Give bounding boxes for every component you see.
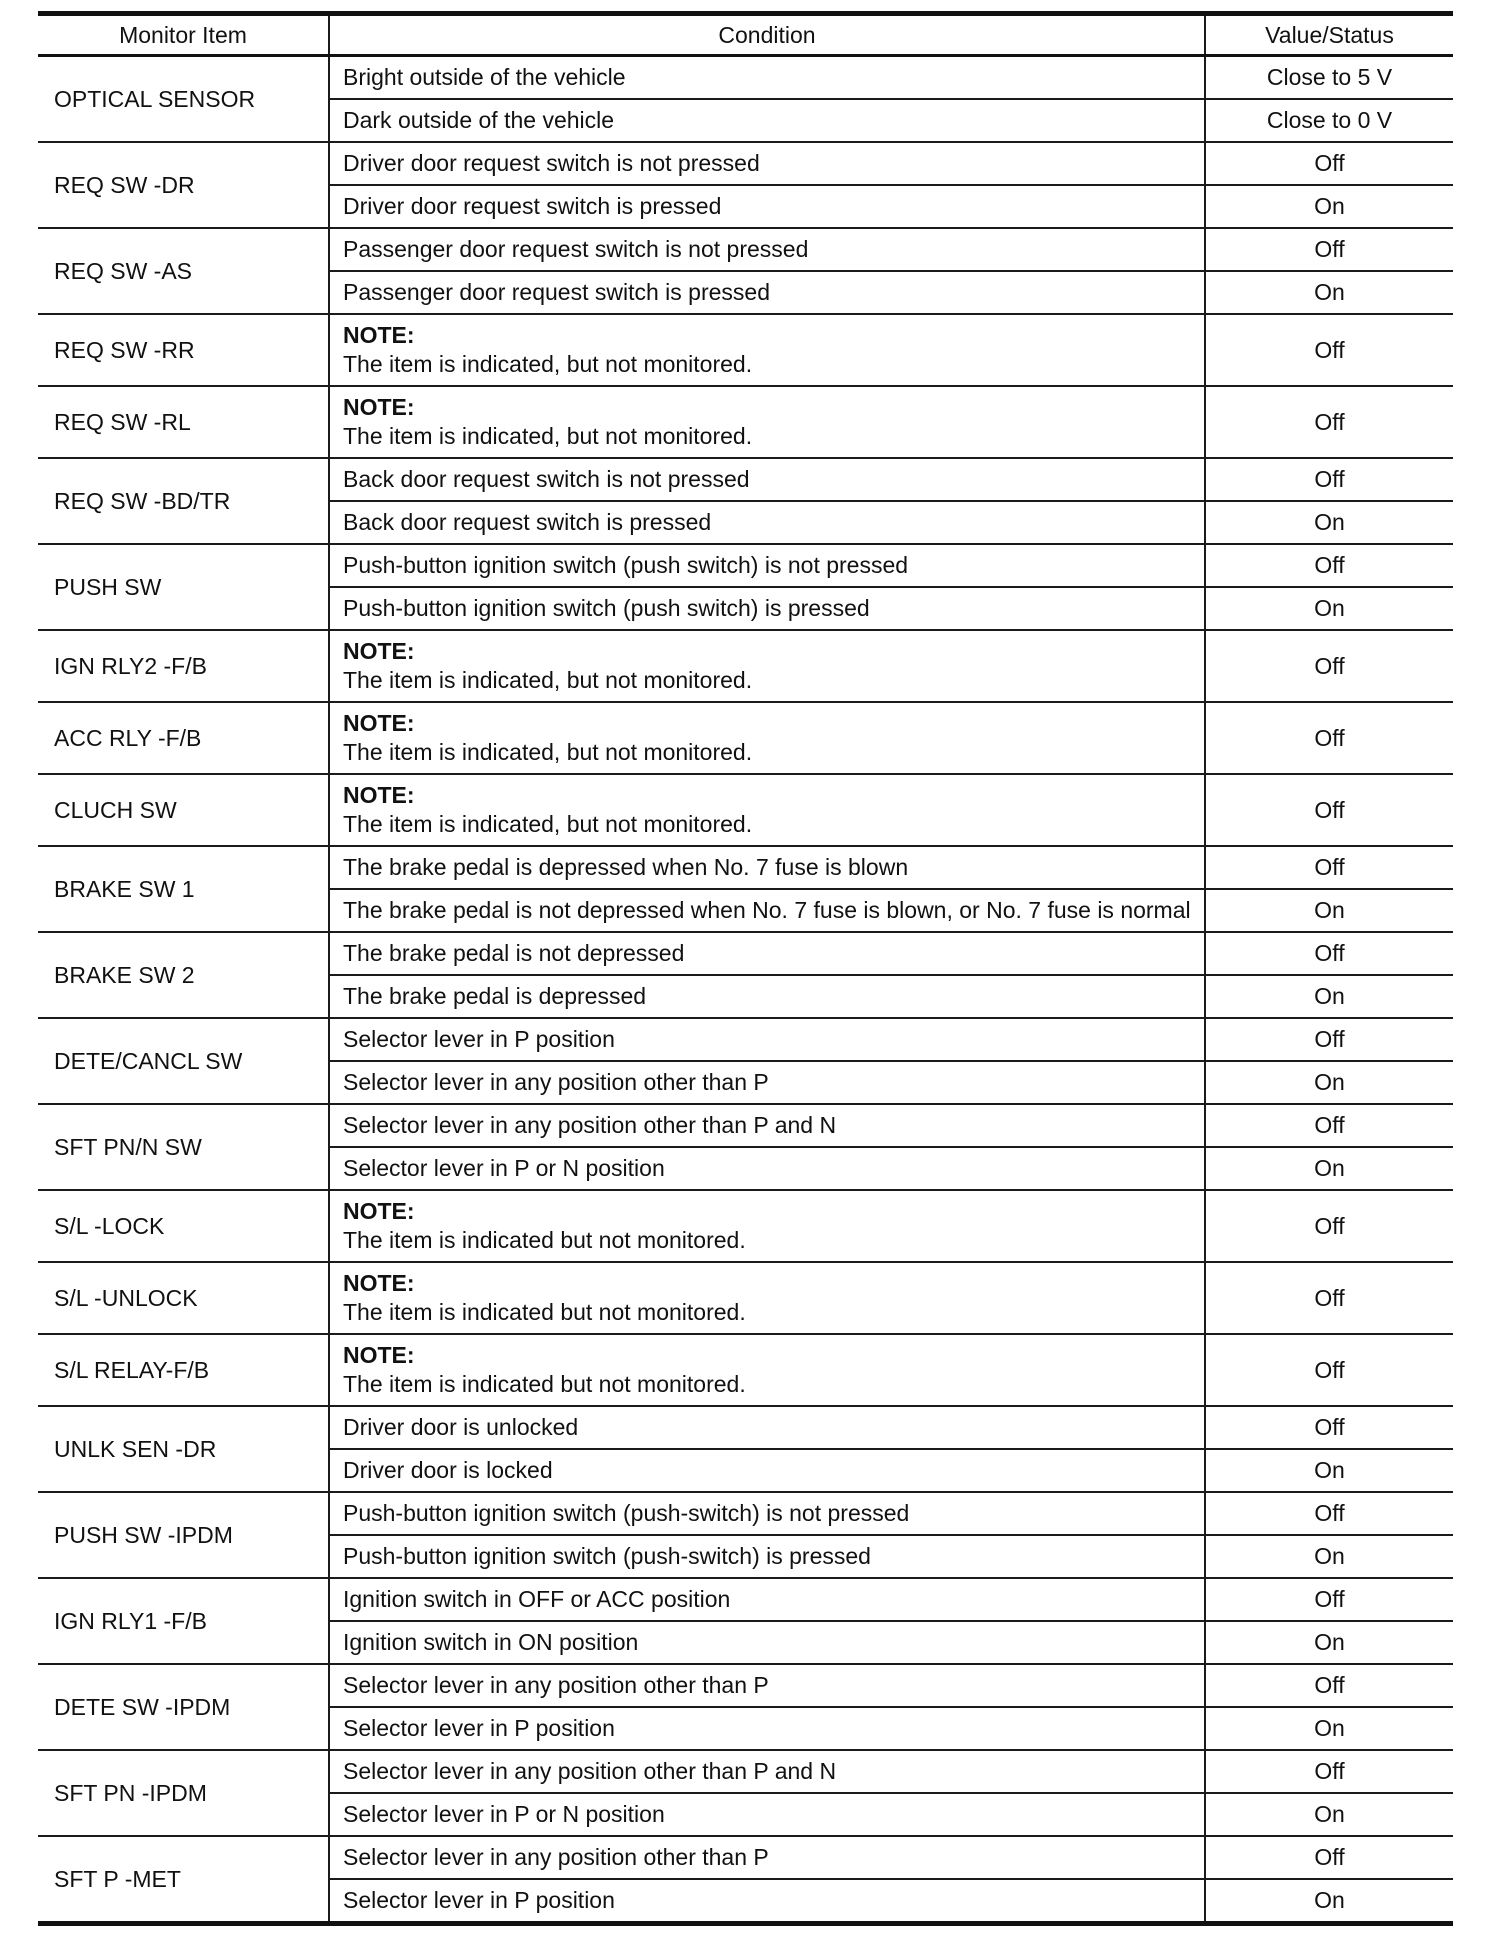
condition-cell: Back door request switch is not pressed [329,458,1205,501]
value-status-cell: On [1205,1793,1453,1836]
condition-cell: The brake pedal is not depressed when No. 7 fuse is blown, or No. 7 fuse is normal [329,889,1205,932]
note-text: The item is indicated, but not monitored. [343,739,753,765]
value-status-cell: Off [1205,846,1453,889]
table-row [38,702,1453,774]
monitor-item-cell: REQ SW -RR [38,314,329,386]
value-status-cell: Off [1205,1018,1453,1061]
monitor-item-cell: IGN RLY1 -F/B [38,1578,329,1664]
condition-cell: Selector lever in P position [329,1879,1205,1924]
value-status-cell: On [1205,501,1453,544]
table-row [38,544,1453,587]
monitor-item-cell: PUSH SW [38,544,329,630]
value-status-cell: On [1205,1707,1453,1750]
monitor-item-cell: ACC RLY -F/B [38,702,329,774]
note-text: The item is indicated, but not monitored. [343,423,753,449]
note-text: The item is indicated, but not monitored. [343,811,753,837]
value-status-cell: On [1205,1147,1453,1190]
table-row [38,1492,1453,1535]
table-row [38,774,1453,846]
note-text: The item is indicated but not monitored. [343,1299,746,1325]
value-status-cell: Off [1205,544,1453,587]
condition-cell: Selector lever in any position other than P [329,1836,1205,1879]
condition-cell: Selector lever in P or N position [329,1793,1205,1836]
table-row [38,1190,1453,1262]
header-value-status: Value/Status [1205,14,1453,56]
table-row [38,228,1453,271]
condition-cell: Dark outside of the vehicle [329,99,1205,142]
note-text: The item is indicated, but not monitored. [343,351,753,377]
value-status-cell: Off [1205,702,1453,774]
note-label: NOTE: [343,710,415,737]
table-header-row [38,14,1453,56]
value-status-cell: Off [1205,1750,1453,1793]
note-condition-cell [329,1262,1205,1334]
value-status-cell: On [1205,889,1453,932]
note-label: NOTE: [343,1270,415,1297]
value-status-cell: On [1205,975,1453,1018]
condition-cell: The brake pedal is depressed [329,975,1205,1018]
note-label: NOTE: [343,322,415,349]
monitor-item-cell: SFT PN/N SW [38,1104,329,1190]
value-status-cell: Close to 0 V [1205,99,1453,142]
monitor-item-cell: S/L RELAY-F/B [38,1334,329,1406]
note-condition-cell [329,386,1205,458]
value-status-cell: On [1205,1621,1453,1664]
value-status-cell: Off [1205,314,1453,386]
condition-cell: Driver door is locked [329,1449,1205,1492]
condition-cell: The brake pedal is not depressed [329,932,1205,975]
note-label: NOTE: [343,782,415,809]
table-row [38,314,1453,386]
condition-cell: Push-button ignition switch (push-switch) is not pressed [329,1492,1205,1535]
table-row [38,1406,1453,1449]
condition-cell: Selector lever in any position other than P and N [329,1104,1205,1147]
table-row [38,1334,1453,1406]
note-condition-cell [329,774,1205,846]
monitor-item-cell: PUSH SW -IPDM [38,1492,329,1578]
condition-cell: Selector lever in any position other than P [329,1664,1205,1707]
condition-cell: Passenger door request switch is pressed [329,271,1205,314]
value-status-cell: On [1205,1061,1453,1104]
table-row [38,386,1453,458]
condition-cell: Ignition switch in OFF or ACC position [329,1578,1205,1621]
value-status-cell: On [1205,587,1453,630]
monitor-item-cell: REQ SW -BD/TR [38,458,329,544]
condition-cell: Driver door request switch is not pressed [329,142,1205,185]
condition-cell: Passenger door request switch is not pressed [329,228,1205,271]
table-row [38,630,1453,702]
table-row [38,142,1453,185]
monitor-item-cell: OPTICAL SENSOR [38,56,329,143]
condition-cell: Selector lever in any position other than P [329,1061,1205,1104]
table-row [38,458,1453,501]
condition-cell: Back door request switch is pressed [329,501,1205,544]
note-condition-cell [329,630,1205,702]
value-status-cell: Off [1205,1836,1453,1879]
condition-cell: Push-button ignition switch (push switch) is not pressed [329,544,1205,587]
monitor-table-container [38,11,1453,1926]
condition-cell: Push-button ignition switch (push-switch) is pressed [329,1535,1205,1578]
monitor-item-cell: BRAKE SW 1 [38,846,329,932]
note-condition-cell [329,314,1205,386]
condition-cell: Selector lever in any position other than P and N [329,1750,1205,1793]
note-text: The item is indicated but not monitored. [343,1371,746,1397]
note-condition-cell [329,1334,1205,1406]
table-row [38,846,1453,889]
monitor-item-cell: UNLK SEN -DR [38,1406,329,1492]
table-row [38,1578,1453,1621]
value-status-cell: Off [1205,1262,1453,1334]
note-condition-cell [329,1190,1205,1262]
value-status-cell: Off [1205,630,1453,702]
value-status-cell: Off [1205,774,1453,846]
note-label: NOTE: [343,638,415,665]
value-status-cell: Off [1205,386,1453,458]
monitor-item-cell: SFT PN -IPDM [38,1750,329,1836]
value-status-cell: Off [1205,458,1453,501]
value-status-cell: Off [1205,1578,1453,1621]
value-status-cell: Close to 5 V [1205,56,1453,100]
value-status-cell: On [1205,271,1453,314]
value-status-cell: Off [1205,932,1453,975]
value-status-cell: Off [1205,1334,1453,1406]
condition-cell: The brake pedal is depressed when No. 7 fuse is blown [329,846,1205,889]
condition-cell: Driver door is unlocked [329,1406,1205,1449]
header-monitor-item: Monitor Item [38,14,329,56]
value-status-cell: Off [1205,142,1453,185]
note-label: NOTE: [343,1342,415,1369]
monitor-item-cell: IGN RLY2 -F/B [38,630,329,702]
value-status-cell: On [1205,1879,1453,1924]
monitor-item-cell: CLUCH SW [38,774,329,846]
monitor-item-cell: S/L -LOCK [38,1190,329,1262]
condition-cell: Selector lever in P or N position [329,1147,1205,1190]
table-row [38,1104,1453,1147]
condition-cell: Push-button ignition switch (push switch) is pressed [329,587,1205,630]
table-row [38,1836,1453,1879]
table-row [38,1018,1453,1061]
condition-cell: Selector lever in P position [329,1707,1205,1750]
note-text: The item is indicated, but not monitored. [343,667,753,693]
table-row [38,56,1453,100]
condition-cell: Ignition switch in ON position [329,1621,1205,1664]
value-status-cell: Off [1205,1190,1453,1262]
monitor-item-cell: S/L -UNLOCK [38,1262,329,1334]
monitor-item-cell: REQ SW -AS [38,228,329,314]
note-label: NOTE: [343,394,415,421]
table-body [38,56,1453,1924]
table-row [38,1664,1453,1707]
value-status-cell: Off [1205,1406,1453,1449]
table-row [38,932,1453,975]
monitor-item-cell: REQ SW -DR [38,142,329,228]
monitor-item-cell: BRAKE SW 2 [38,932,329,1018]
monitor-item-cell: REQ SW -RL [38,386,329,458]
monitor-item-cell: SFT P -MET [38,1836,329,1924]
note-label: NOTE: [343,1198,415,1225]
value-status-cell: Off [1205,1104,1453,1147]
monitor-item-cell: DETE/CANCL SW [38,1018,329,1104]
condition-cell: Driver door request switch is pressed [329,185,1205,228]
value-status-cell: On [1205,185,1453,228]
value-status-cell: Off [1205,1492,1453,1535]
table-row [38,1750,1453,1793]
header-condition: Condition [329,14,1205,56]
note-condition-cell [329,702,1205,774]
value-status-cell: Off [1205,1664,1453,1707]
value-status-cell: Off [1205,228,1453,271]
condition-cell: Selector lever in P position [329,1018,1205,1061]
monitor-table [38,11,1453,1926]
value-status-cell: On [1205,1535,1453,1578]
condition-cell: Bright outside of the vehicle [329,56,1205,100]
monitor-item-cell: DETE SW -IPDM [38,1664,329,1750]
note-text: The item is indicated but not monitored. [343,1227,746,1253]
table-row [38,1262,1453,1334]
value-status-cell: On [1205,1449,1453,1492]
